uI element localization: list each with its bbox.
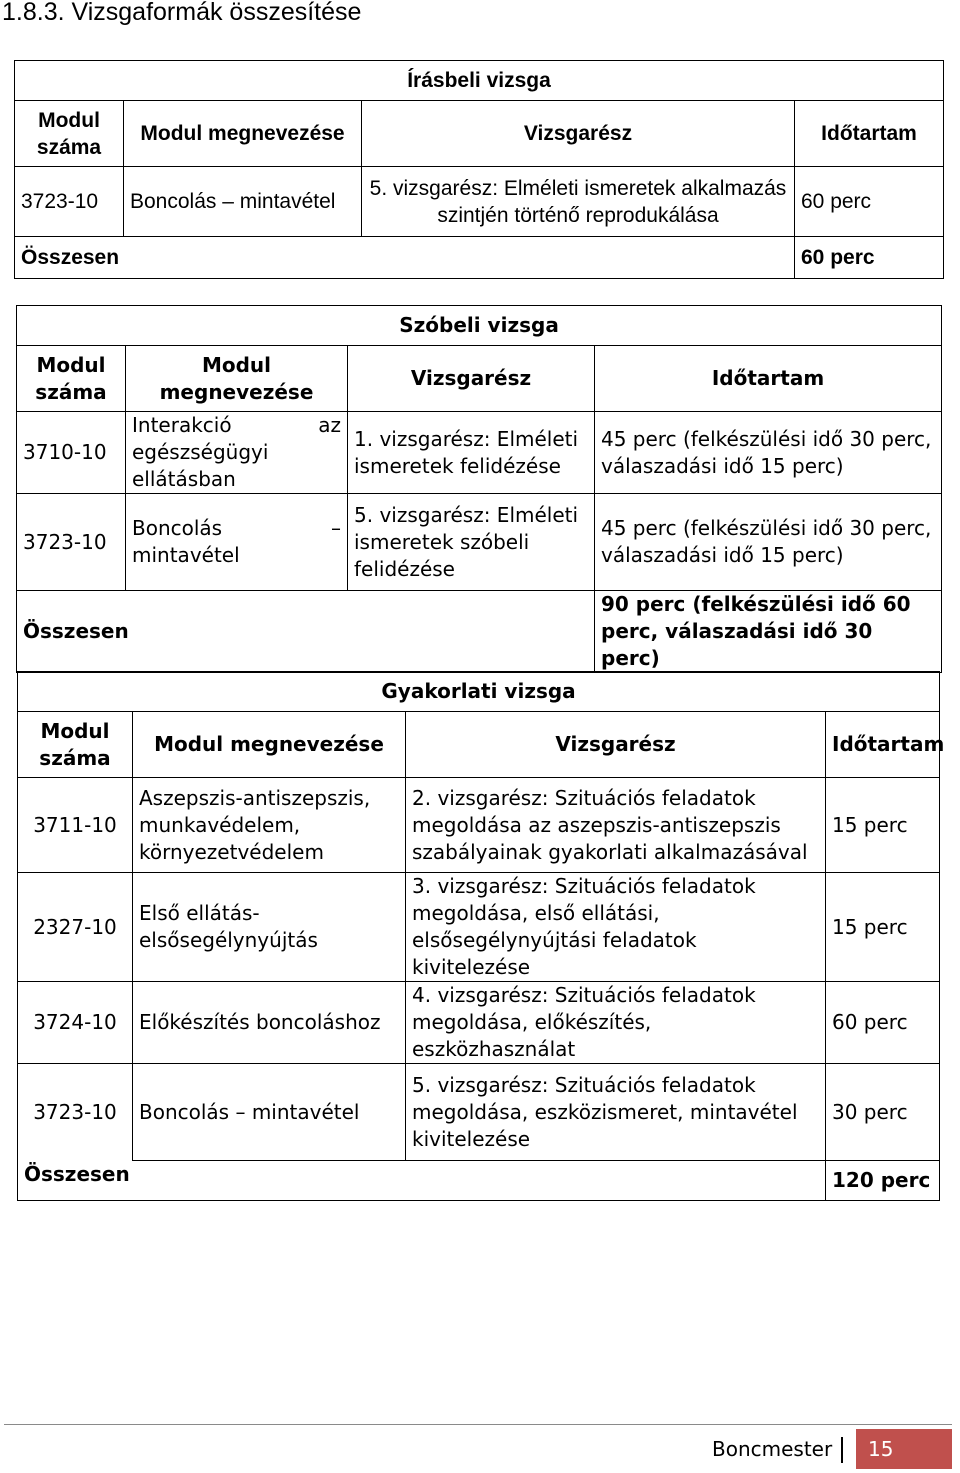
module-code: 2327-10 — [18, 873, 133, 982]
header-modul-megnevezese: Modul megnevezése — [126, 346, 348, 412]
section-heading: 1.8.3. Vizsgaformák összesítése — [2, 0, 362, 26]
module-code: 3723-10 — [17, 494, 126, 591]
module-name: Első ellátás-elsősegélynyújtás — [133, 873, 406, 982]
module-code: 3724-10 — [18, 982, 133, 1064]
module-code: 3711-10 — [18, 778, 133, 873]
header-modul-szama: Modul száma — [17, 346, 126, 412]
oral-exam-table — [16, 305, 942, 673]
header-modul-szama: Modul száma — [18, 712, 133, 778]
module-name: Boncolás – mintavétel — [133, 1064, 406, 1161]
practical-exam-table — [17, 671, 945, 1201]
footer-title: Boncmester — [712, 1437, 833, 1461]
exam-part: 3. vizsgarész: Szituációs feladatok megoldása, első ellátási, elsősegélynyújtási feladatok kivitelezése — [406, 873, 826, 982]
module-name: Boncolás – mintavétel — [126, 494, 348, 591]
exam-part: 4. vizsgarész: Szituációs feladatok megoldása, előkészítés, eszközhasználat — [406, 982, 826, 1064]
header-vizsgaresz: Vizsgarész — [406, 712, 826, 778]
footer-rule — [4, 1424, 952, 1425]
duration: 15 perc — [826, 873, 940, 982]
page-number: 15 — [868, 1437, 894, 1461]
total-label: Összesen — [17, 591, 595, 673]
total-value: 60 perc — [795, 237, 944, 279]
module-name: Boncolás – mintavétel — [124, 167, 362, 237]
duration: 60 perc — [795, 167, 944, 237]
exam-part: 5. vizsgarész: Szituációs feladatok megoldása, eszközismeret, mintavétel kivitelezése — [406, 1064, 826, 1161]
module-name: Aszepszis-antiszepszis, munkavédelem, környezetvédelem — [133, 778, 406, 873]
module-code: 3710-10 — [17, 412, 126, 494]
exam-part: 5. vizsgarész: Elméleti ismeretek alkalmazás szintjén történő reprodukálása — [362, 167, 795, 237]
module-code: 3723-10 — [18, 1064, 133, 1161]
exam-part: 1. vizsgarész: Elméleti ismeretek felidézése — [348, 412, 595, 494]
practical-exam-title: Gyakorlati vizsga — [18, 672, 940, 712]
header-vizsgaresz: Vizsgarész — [348, 346, 595, 412]
duration: 15 perc — [826, 778, 940, 873]
module-code: 3723-10 — [15, 167, 124, 237]
header-vizsgaresz: Vizsgarész — [362, 101, 795, 167]
footer-separator — [841, 1437, 843, 1463]
exam-part: 2. vizsgarész: Szituációs feladatok megoldása az aszepszis-antiszepszis szabályainak gyakorlati alkalmazásával — [406, 778, 826, 873]
duration: 45 perc (felkészülési idő 30 perc, válaszadási idő 15 perc) — [595, 494, 942, 591]
total-value: 120 perc — [826, 1161, 940, 1201]
oral-exam-title: Szóbeli vizsga — [17, 306, 942, 346]
header-idotartam: Időtartam — [595, 346, 942, 412]
written-exam-title: Írásbeli vizsga — [15, 61, 944, 101]
total-label: Összesen — [18, 1161, 826, 1201]
module-name: Előkészítés boncoláshoz — [133, 982, 406, 1064]
duration: 45 perc (felkészülési idő 30 perc, válaszadási idő 15 perc) — [595, 412, 942, 494]
header-modul-megnevezese: Modul megnevezése — [133, 712, 406, 778]
page-number-box — [856, 1429, 952, 1469]
header-modul-megnevezese: Modul megnevezése — [124, 101, 362, 167]
header-idotartam: Időtartam — [826, 712, 940, 778]
duration: 30 perc — [826, 1064, 940, 1161]
header-modul-szama: Modul száma — [15, 101, 124, 167]
written-exam-table — [14, 60, 944, 279]
total-label: Összesen — [15, 237, 795, 279]
header-idotartam: Időtartam — [795, 101, 944, 167]
exam-part: 5. vizsgarész: Elméleti ismeretek szóbeli felidézése — [348, 494, 595, 591]
total-value: 90 perc (felkészülési idő 60 perc, válaszadási idő 30 perc) — [595, 591, 942, 673]
duration: 60 perc — [826, 982, 940, 1064]
module-name: Interakció az egészségügyi ellátásban — [126, 412, 348, 494]
